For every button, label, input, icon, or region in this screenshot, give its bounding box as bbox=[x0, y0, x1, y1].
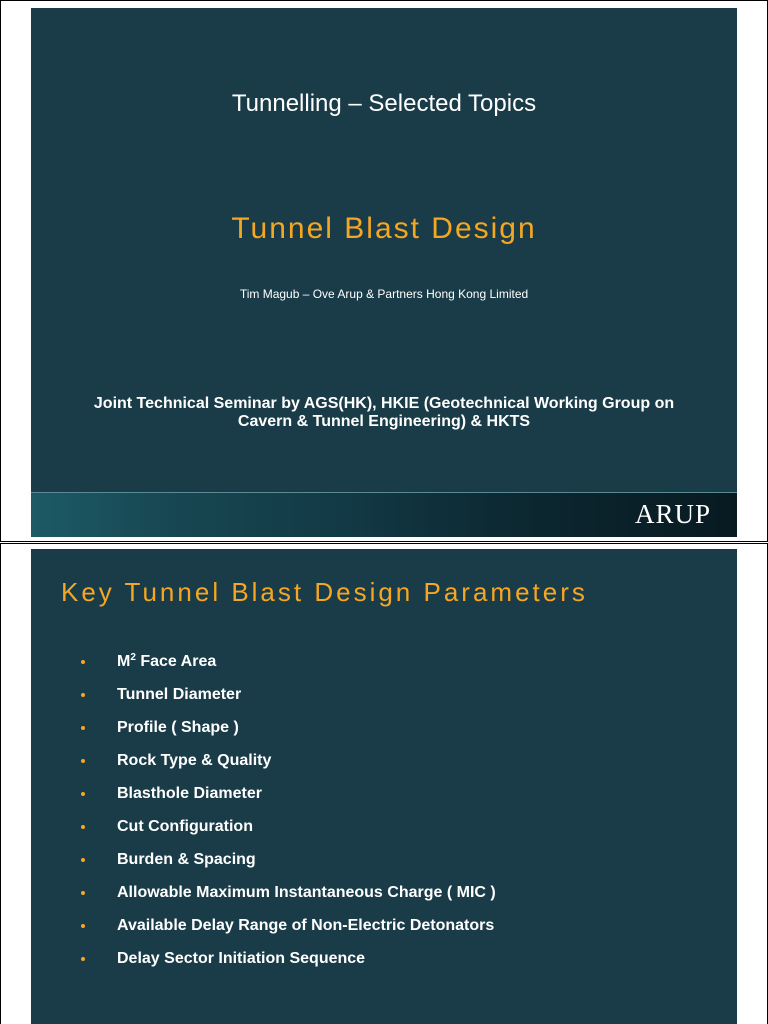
author-line: Tim Magub – Ove Arup & Partners Hong Kong Limited bbox=[239, 287, 529, 301]
bullet-icon bbox=[81, 825, 85, 829]
bullet-icon bbox=[81, 891, 85, 895]
footer-bar-divider bbox=[31, 492, 737, 493]
list-item-label: Profile ( Shape ) bbox=[117, 718, 239, 736]
bullet-icon bbox=[81, 726, 85, 730]
bullet-icon bbox=[81, 858, 85, 862]
seminar-line-1: Joint Technical Seminar by AGS(HK), HKIE (Geotechnical Working Group on bbox=[93, 395, 675, 412]
parameters-slide bbox=[31, 549, 737, 1024]
slide-title: Tunnel Blast Design bbox=[231, 212, 537, 245]
list-item-label: Allowable Maximum Instantaneous Charge ( MIC ) bbox=[117, 883, 496, 901]
bullet-icon bbox=[81, 660, 85, 664]
list-item-label: Blasthole Diameter bbox=[117, 784, 262, 802]
list-item-label: Available Delay Range of Non-Electric Detonators bbox=[117, 916, 495, 934]
bullet-icon bbox=[81, 957, 85, 961]
bullet-icon bbox=[81, 693, 85, 697]
arup-logo: ARUP bbox=[634, 499, 711, 529]
list-item-label: $M^2$ Face Area bbox=[117, 652, 217, 670]
footer-bar bbox=[31, 492, 737, 537]
list-item-label: Burden & Spacing bbox=[117, 850, 256, 868]
seminar-line-2: Cavern & Tunnel Engineering) & HKTS bbox=[237, 413, 531, 430]
list-item-label: Rock Type & Quality bbox=[117, 751, 272, 769]
seminar-info bbox=[61, 395, 707, 431]
bullet-icon bbox=[81, 759, 85, 763]
slide-topic: Tunnelling – Selected Topics bbox=[231, 90, 537, 117]
list-item-label: Delay Sector Initiation Sequence bbox=[117, 949, 366, 967]
slide-heading: Key Tunnel Blast Design Parameters bbox=[61, 577, 588, 607]
title-slide bbox=[31, 8, 737, 537]
bullet-icon bbox=[81, 792, 85, 796]
list-item-label: Tunnel Diameter bbox=[117, 685, 242, 703]
list-item-label: Cut Configuration bbox=[117, 817, 253, 835]
bullet-icon bbox=[81, 924, 85, 928]
